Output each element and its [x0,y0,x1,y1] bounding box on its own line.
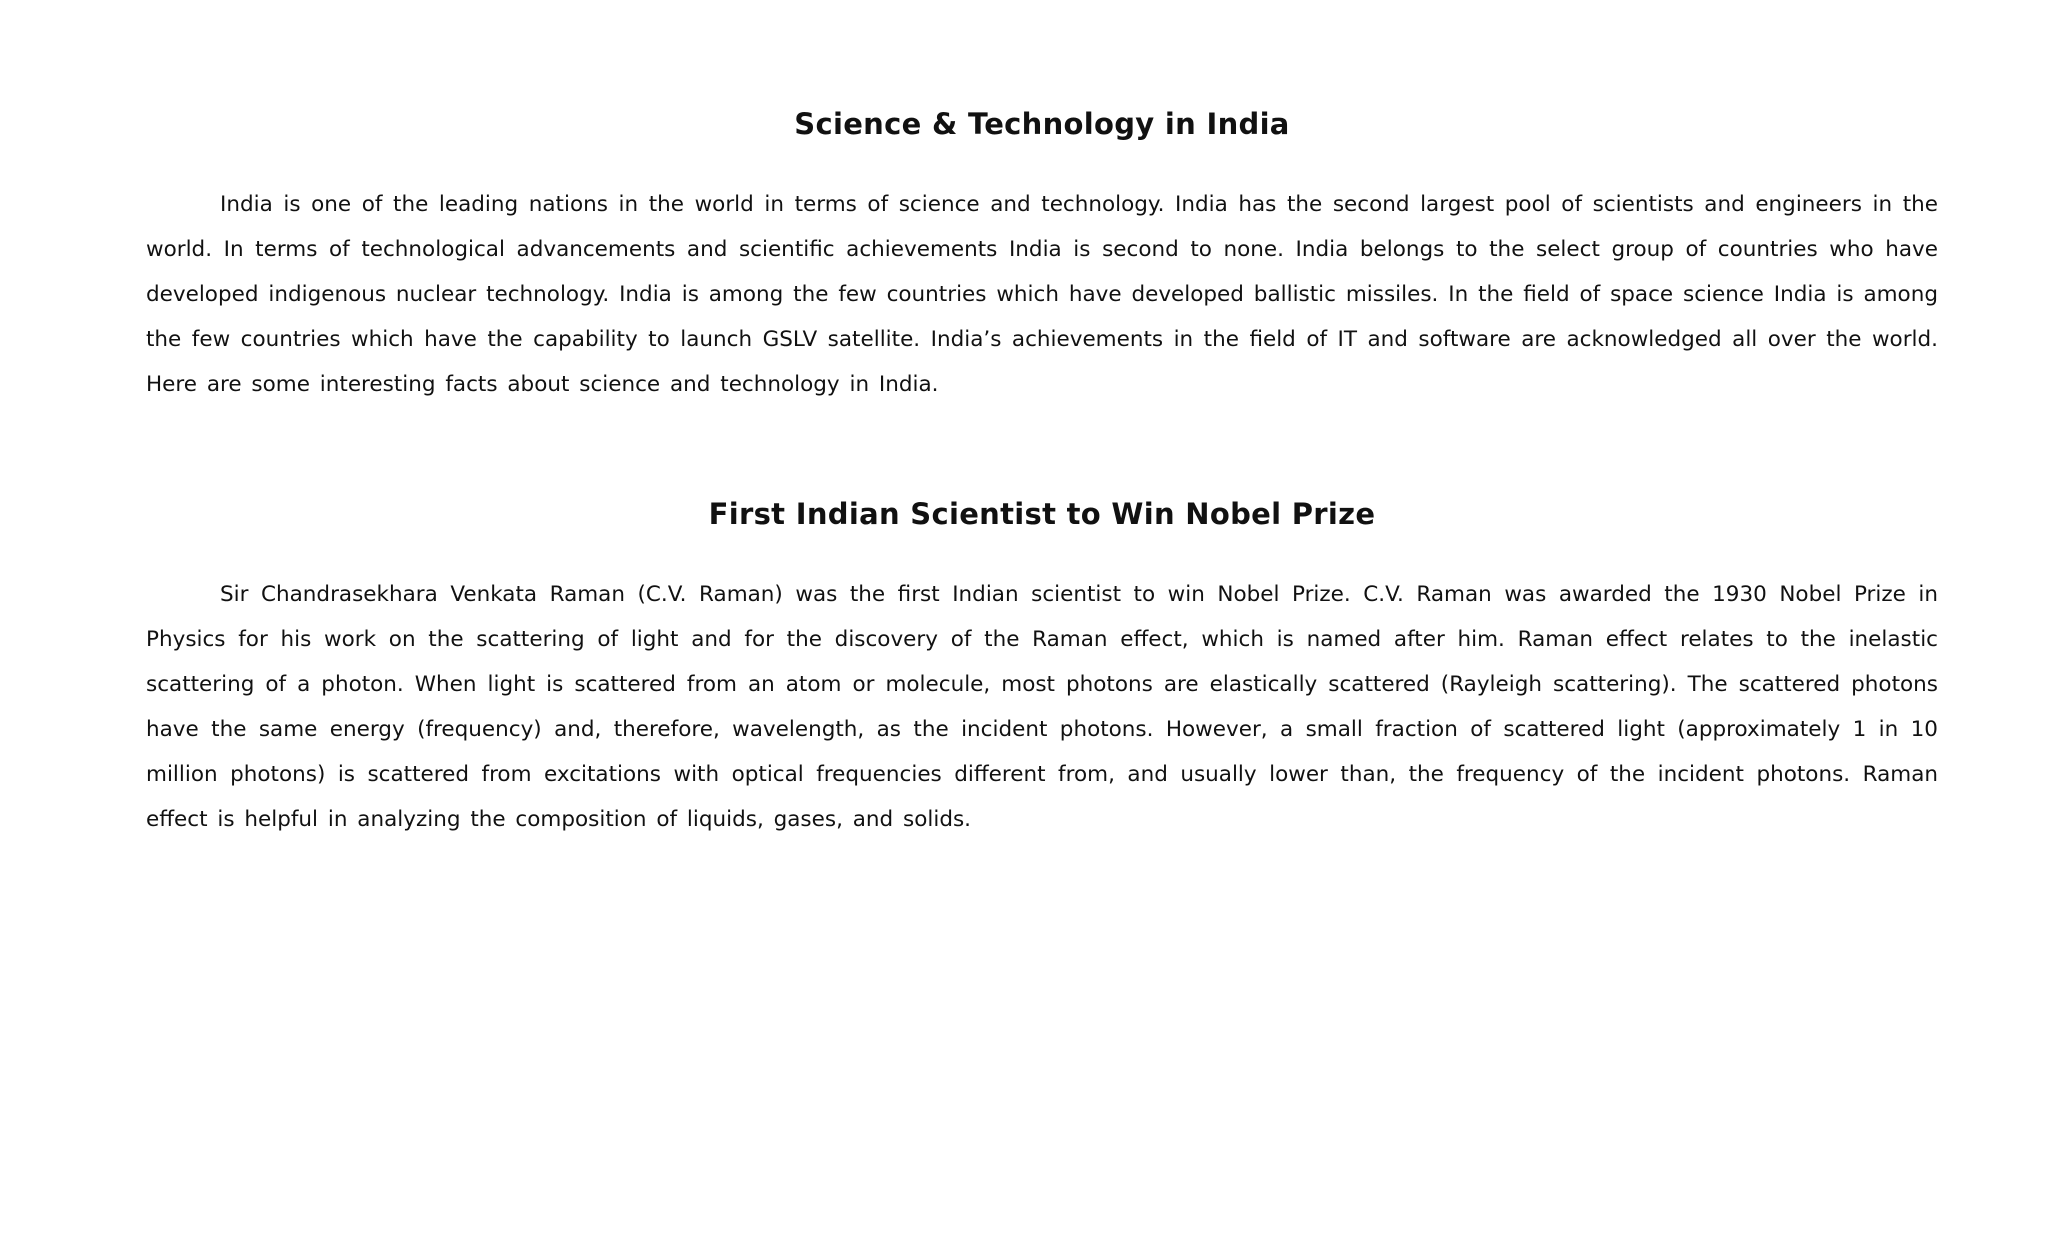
section-heading: Science & Technology in India [794,107,1290,141]
section-heading: First Indian Scientist to Win Nobel Prize [708,497,1376,531]
section-paragraph: India is one of the leading nations in the world in terms of science and technology. India has the second largest pool of scientists and engineers in the world. In terms of technological advancements and scientific achievements India is second to none. India belongs to the select group of countries who have developed indigenous nuclear technology. India is among the few countries which have developed ballistic missiles. In the field of space science India is among the few countries which have the capability to launch GSLV satellite. India’s achievements in the field of IT and software are acknowledged all over the world. Here are some interesting facts about science and technology in India. [146,192,1938,397]
section-nobel-prize [146,488,1938,842]
section-science-technology [146,98,1938,407]
section-paragraph: Sir Chandrasekhara Venkata Raman (C.V. Raman) was the first Indian scientist to win Nobel Prize. C.V. Raman was awarded the 1930 Nobel Prize in Physics for his work on the scattering of light and for the discovery of the Raman effect, which is named after him. Raman effect relates to the inelastic scattering of a photon. When light is scattered from an atom or molecule, most photons are elastically scattered (Rayleigh scattering). The scattered photons have the same energy (frequency) and, therefore, wavelength, as the incident photons. However, a small fraction of scattered light (approximately 1 in 10 million photons) is scattered from excitations with optical frequencies different from, and usually lower than, the frequency of the incident photons. Raman effect is helpful in analyzing the composition of liquids, gases, and solids. [146,582,1938,832]
